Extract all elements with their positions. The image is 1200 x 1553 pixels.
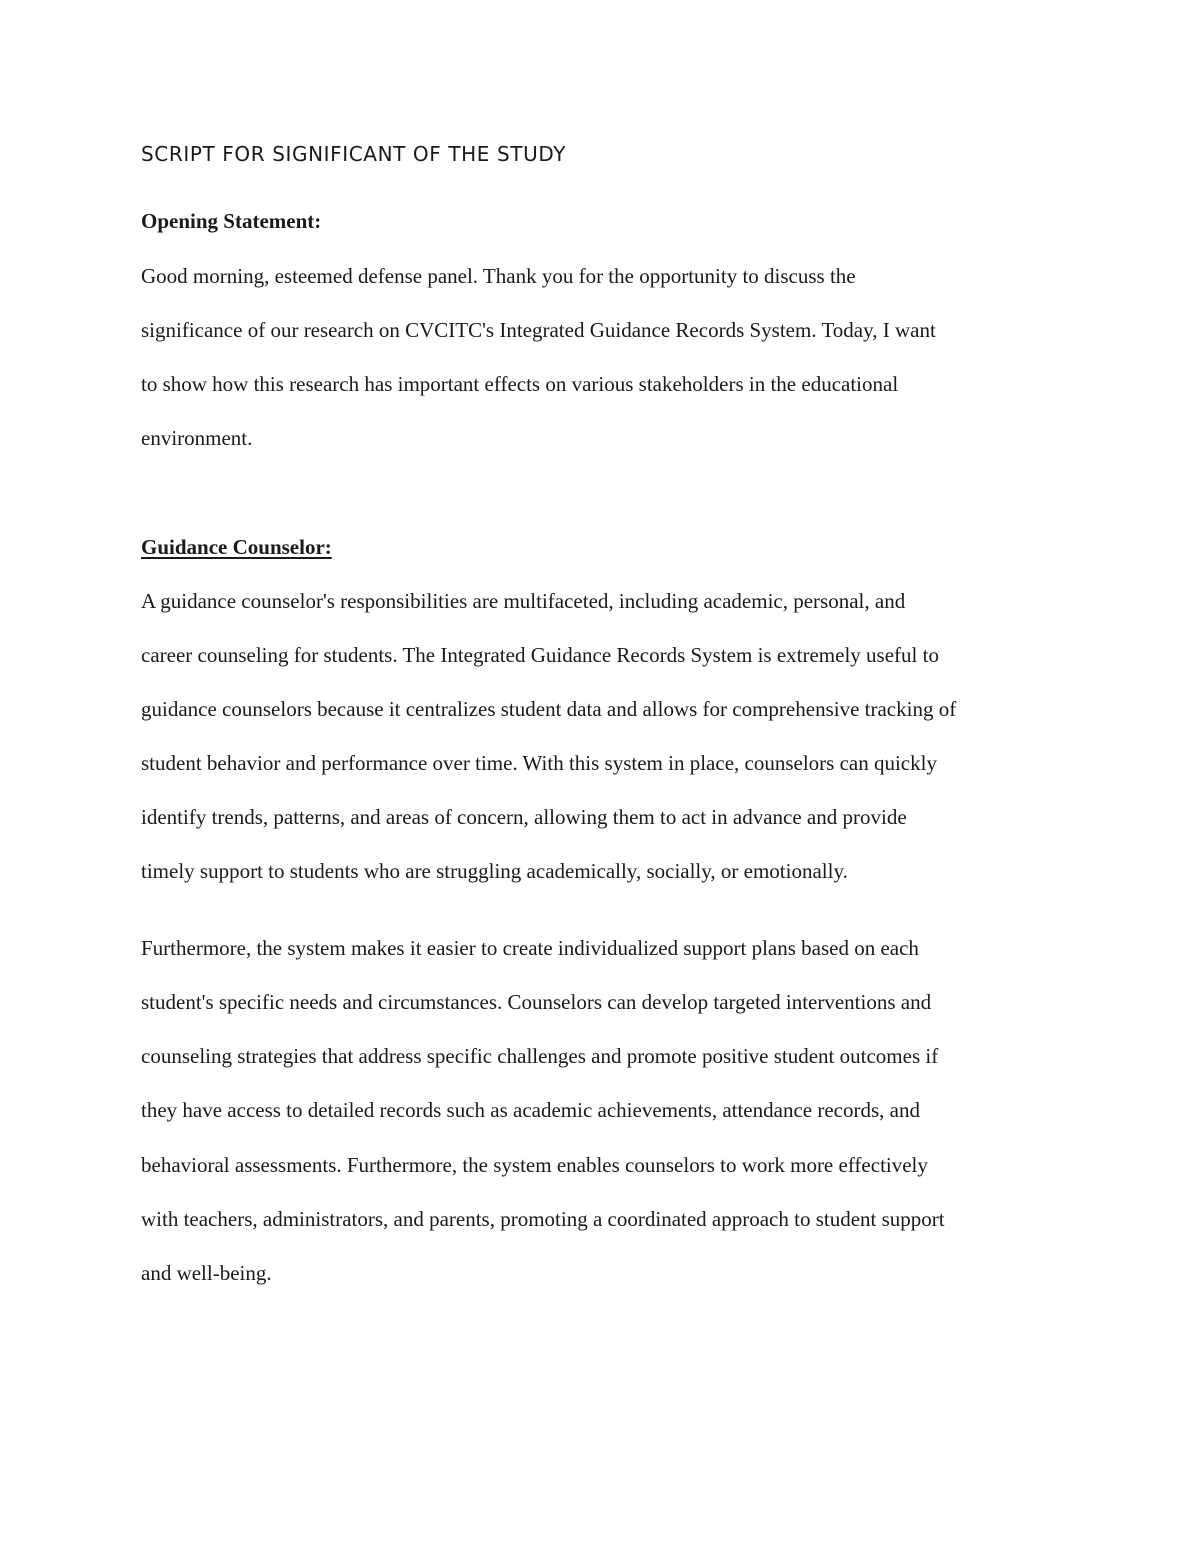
text-line: behavioral assessments. Furthermore, the system enables counselors to work more effectively <box>141 1153 928 1177</box>
text-line: to show how this research has important effects on various stakeholders in the educational <box>141 372 899 396</box>
section-heading-opening-statement: Opening Statement: <box>141 209 322 233</box>
text-line: Furthermore, the system makes it easier to create individualized support plans based on each <box>141 936 919 960</box>
text-line: counseling strategies that address specific challenges and promote positive student outcomes if <box>141 1044 939 1068</box>
text-line: Good morning, esteemed defense panel. Thank you for the opportunity to discuss the <box>141 264 856 288</box>
section-heading-guidance-counselor: Guidance Counselor: <box>141 535 332 559</box>
text-line: they have access to detailed records such as academic achievements, attendance records, and <box>141 1098 920 1122</box>
text-line: guidance counselors because it centralizes student data and allows for comprehensive tracking of <box>141 697 957 721</box>
text-line: A guidance counselor's responsibilities are multifaceted, including academic, personal, and <box>141 589 906 613</box>
text-line: timely support to students who are struggling academically, socially, or emotionally. <box>141 859 848 883</box>
text-line: career counseling for students. The Integrated Guidance Records System is extremely useful to <box>141 643 939 667</box>
text-line: student's specific needs and circumstances. Counselors can develop targeted interventions and <box>141 990 932 1014</box>
text-line: and well-being. <box>141 1261 272 1285</box>
text-line: significance of our research on CVCITC's Integrated Guidance Records System. Today, I want <box>141 318 936 342</box>
text-line: environment. <box>141 426 253 450</box>
text-line: with teachers, administrators, and parents, promoting a coordinated approach to student support <box>141 1207 945 1231</box>
text-line: identify trends, patterns, and areas of concern, allowing them to act in advance and provide <box>141 805 907 829</box>
document-title: SCRIPT FOR SIGNIFICANT OF THE STUDY <box>141 142 567 166</box>
text-line: student behavior and performance over time. With this system in place, counselors can quickly <box>141 751 937 775</box>
